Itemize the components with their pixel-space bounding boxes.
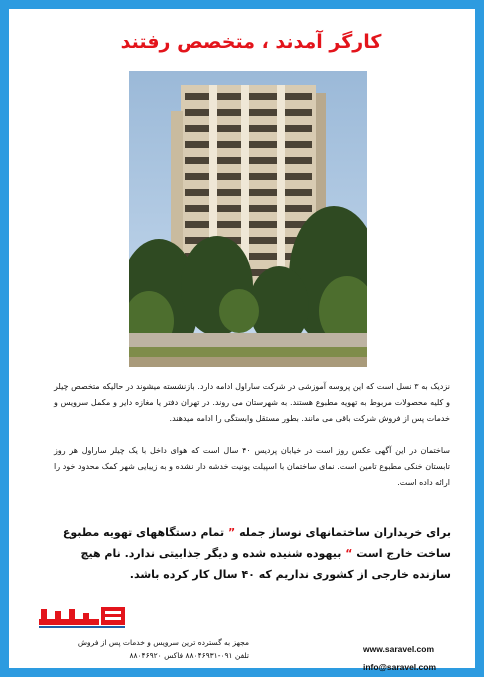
footer-web (363, 640, 473, 676)
paragraph-claim (51, 522, 451, 585)
headline: کارگر آمدند ، متخصص رفتند (120, 31, 382, 53)
quote-close-mark: “ (345, 547, 353, 560)
building-photo (129, 71, 367, 367)
paragraph-history: نزدیک به ۳ نسل است که این پروسه آموزشی در شرکت ساراول ادامه دارد. بازنشسته میشوند در حالیکه متخصص چیلر و کلیه محصولات مربوط به تهویه مطبوع هستند. به شهرستان می روند. در تهران دفتر یا مغازه دایر و مکمل سرویس و خدمات پس از فروش شرکت باقی می مانند. بطور مستقل وابستگی را ادامه میدهند. (54, 382, 450, 423)
footer-phone: تلفن ۰۹۱-۸۸۰۴۶۹۳۱ فاکس ۸۸۰۴۶۹۲۰ (129, 651, 249, 660)
website-link[interactable]: www.saravel.com (363, 644, 435, 654)
claim-part-1: برای خریداران ساختمانهای نوساز جمله (239, 526, 451, 539)
footer-tagline: مجهز به گسترده ترین سرویس و خدمات پس از فروش (77, 638, 249, 647)
quote-open-mark: ” (228, 526, 236, 539)
claim-part-3: بیهوده شنیده شده و دیگر جذابیتی ندارد. نام هیچ سازنده خارجی از کشوری نداریم که ۴۰ سال کار کرده باشد. (80, 547, 451, 581)
claim-quoted: تمام دستگاههای تهویه مطبوع ساخت خارج است (62, 526, 451, 560)
paragraph-building: ساختمان در این آگهی عکس روز است در خیابان پردیس ۴۰ سال است که هوای داخل با یک چیلر ساراول هر روز تابستان خنکی مطبوع تامین است. نمای ساختمان با اسپیلت یونیت خدشه دار نشده و به زیبایی شهر کمک محدود خود را ارائه داده است. (54, 446, 450, 487)
saravel-logo (39, 607, 127, 629)
email-link[interactable]: info@saravel.com (363, 662, 437, 672)
footer-contact (39, 636, 249, 662)
